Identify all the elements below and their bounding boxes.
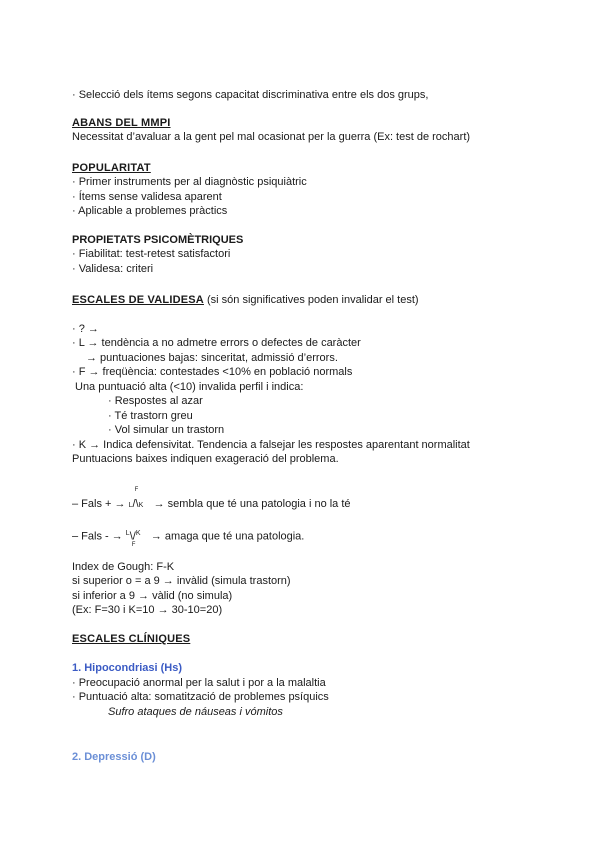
gough-line: (Ex: F=30 i K=10 → 30-10=20) xyxy=(72,604,223,616)
fals-positiu-text: → sembla que té una patologia i no la té xyxy=(153,498,351,510)
profile-symbol-plus xyxy=(128,487,151,513)
validesa-line: · K → Indica defensivitat. Tendencia a falsejar les respostes aparentant normalitat xyxy=(72,439,470,451)
gough-line: si superior o = a 9 → invàlid (simula trastorn) xyxy=(72,575,291,587)
symbol-f-label: F xyxy=(134,487,139,493)
validesa-subitem: · Té trastorn greu xyxy=(108,410,193,422)
profile-symbol-minus xyxy=(125,527,148,548)
gough-line: Index de Gough: F-K xyxy=(72,561,175,573)
list-item: · Validesa: criteri xyxy=(72,263,154,275)
abans-text: Necessitat d’avaluar a la gent pel mal ocasionat per la guerra (Ex: test de rochart) xyxy=(72,131,471,143)
fals-negatiu-line xyxy=(72,527,305,548)
section-heading-abans: ABANS DEL MMPI xyxy=(72,117,171,129)
peak-glyph: /\ xyxy=(132,498,139,510)
fals-negatiu-prefix: – Fals - → xyxy=(72,530,123,543)
intro-line: · Selecció dels ítems segons capacitat discriminativa entre els dos grups, xyxy=(72,89,429,101)
symbol-k-label: K xyxy=(135,530,141,537)
section-heading-propietats: PROPIETATS PSICOMÈTRIQUES xyxy=(72,234,244,246)
symbol-k-label: K xyxy=(138,502,144,509)
gough-line: si inferior a 9 → vàlid (no simula) xyxy=(72,590,233,602)
list-item: · Aplicable a problemes pràctics xyxy=(72,205,228,217)
section-heading-popularitat: POPULARITAT xyxy=(72,162,151,174)
validesa-line: Una puntuació alta (<10) invalida perfil i indica: xyxy=(75,381,304,393)
list-item: · Puntuació alta: somatització de problemes psíquics xyxy=(72,691,329,703)
fals-positiu-prefix: – Fals + → xyxy=(72,498,126,510)
fals-positiu-line xyxy=(72,487,351,513)
list-item: · Primer instruments per al diagnòstic psiquiàtric xyxy=(72,176,307,188)
fals-negatiu-text: → amaga que té una patologia. xyxy=(150,530,305,543)
list-item: · Preocupació anormal per la salut i por a la malaltia xyxy=(72,677,326,689)
validesa-line: · ? → xyxy=(72,323,99,335)
section-heading-validesa-line xyxy=(72,293,419,307)
symbol-l-label: L xyxy=(125,530,130,537)
validesa-line: → puntuaciones bajas: sinceritat, admissió d’errors. xyxy=(86,352,338,364)
list-item: · Fiabilitat: test-retest satisfactori xyxy=(72,248,231,260)
validesa-line: · L → tendència a no admetre errors o defectes de caràcter xyxy=(72,337,361,349)
section-heading-cliniques: ESCALES CLÍNIQUES xyxy=(72,633,191,645)
validesa-subitem: · Vol simular un trastorn xyxy=(108,424,225,436)
valley-glyph: \/ xyxy=(129,530,136,543)
list-item: · Ítems sense validesa aparent xyxy=(72,191,222,203)
validesa-subitem: · Respostes al azar xyxy=(108,395,203,407)
scale-title-depressio: 2. Depressió (D) xyxy=(72,751,156,763)
section-heading-validesa: ESCALES DE VALIDESA xyxy=(72,294,204,306)
validesa-note: (si són significatives poden invalidar el test) xyxy=(203,294,419,306)
example-item: Sufro ataques de náuseas i vómitos xyxy=(108,706,283,718)
validesa-line: Puntuacions baixes indiquen exageració del problema. xyxy=(72,453,339,465)
validesa-line: · F → freqüència: contestades <10% en població normals xyxy=(72,366,353,378)
symbol-f-label: F xyxy=(131,542,136,548)
symbol-l-label: L xyxy=(128,502,133,509)
scale-title-hipocondriasi: 1. Hipocondriasi (Hs) xyxy=(72,662,183,674)
